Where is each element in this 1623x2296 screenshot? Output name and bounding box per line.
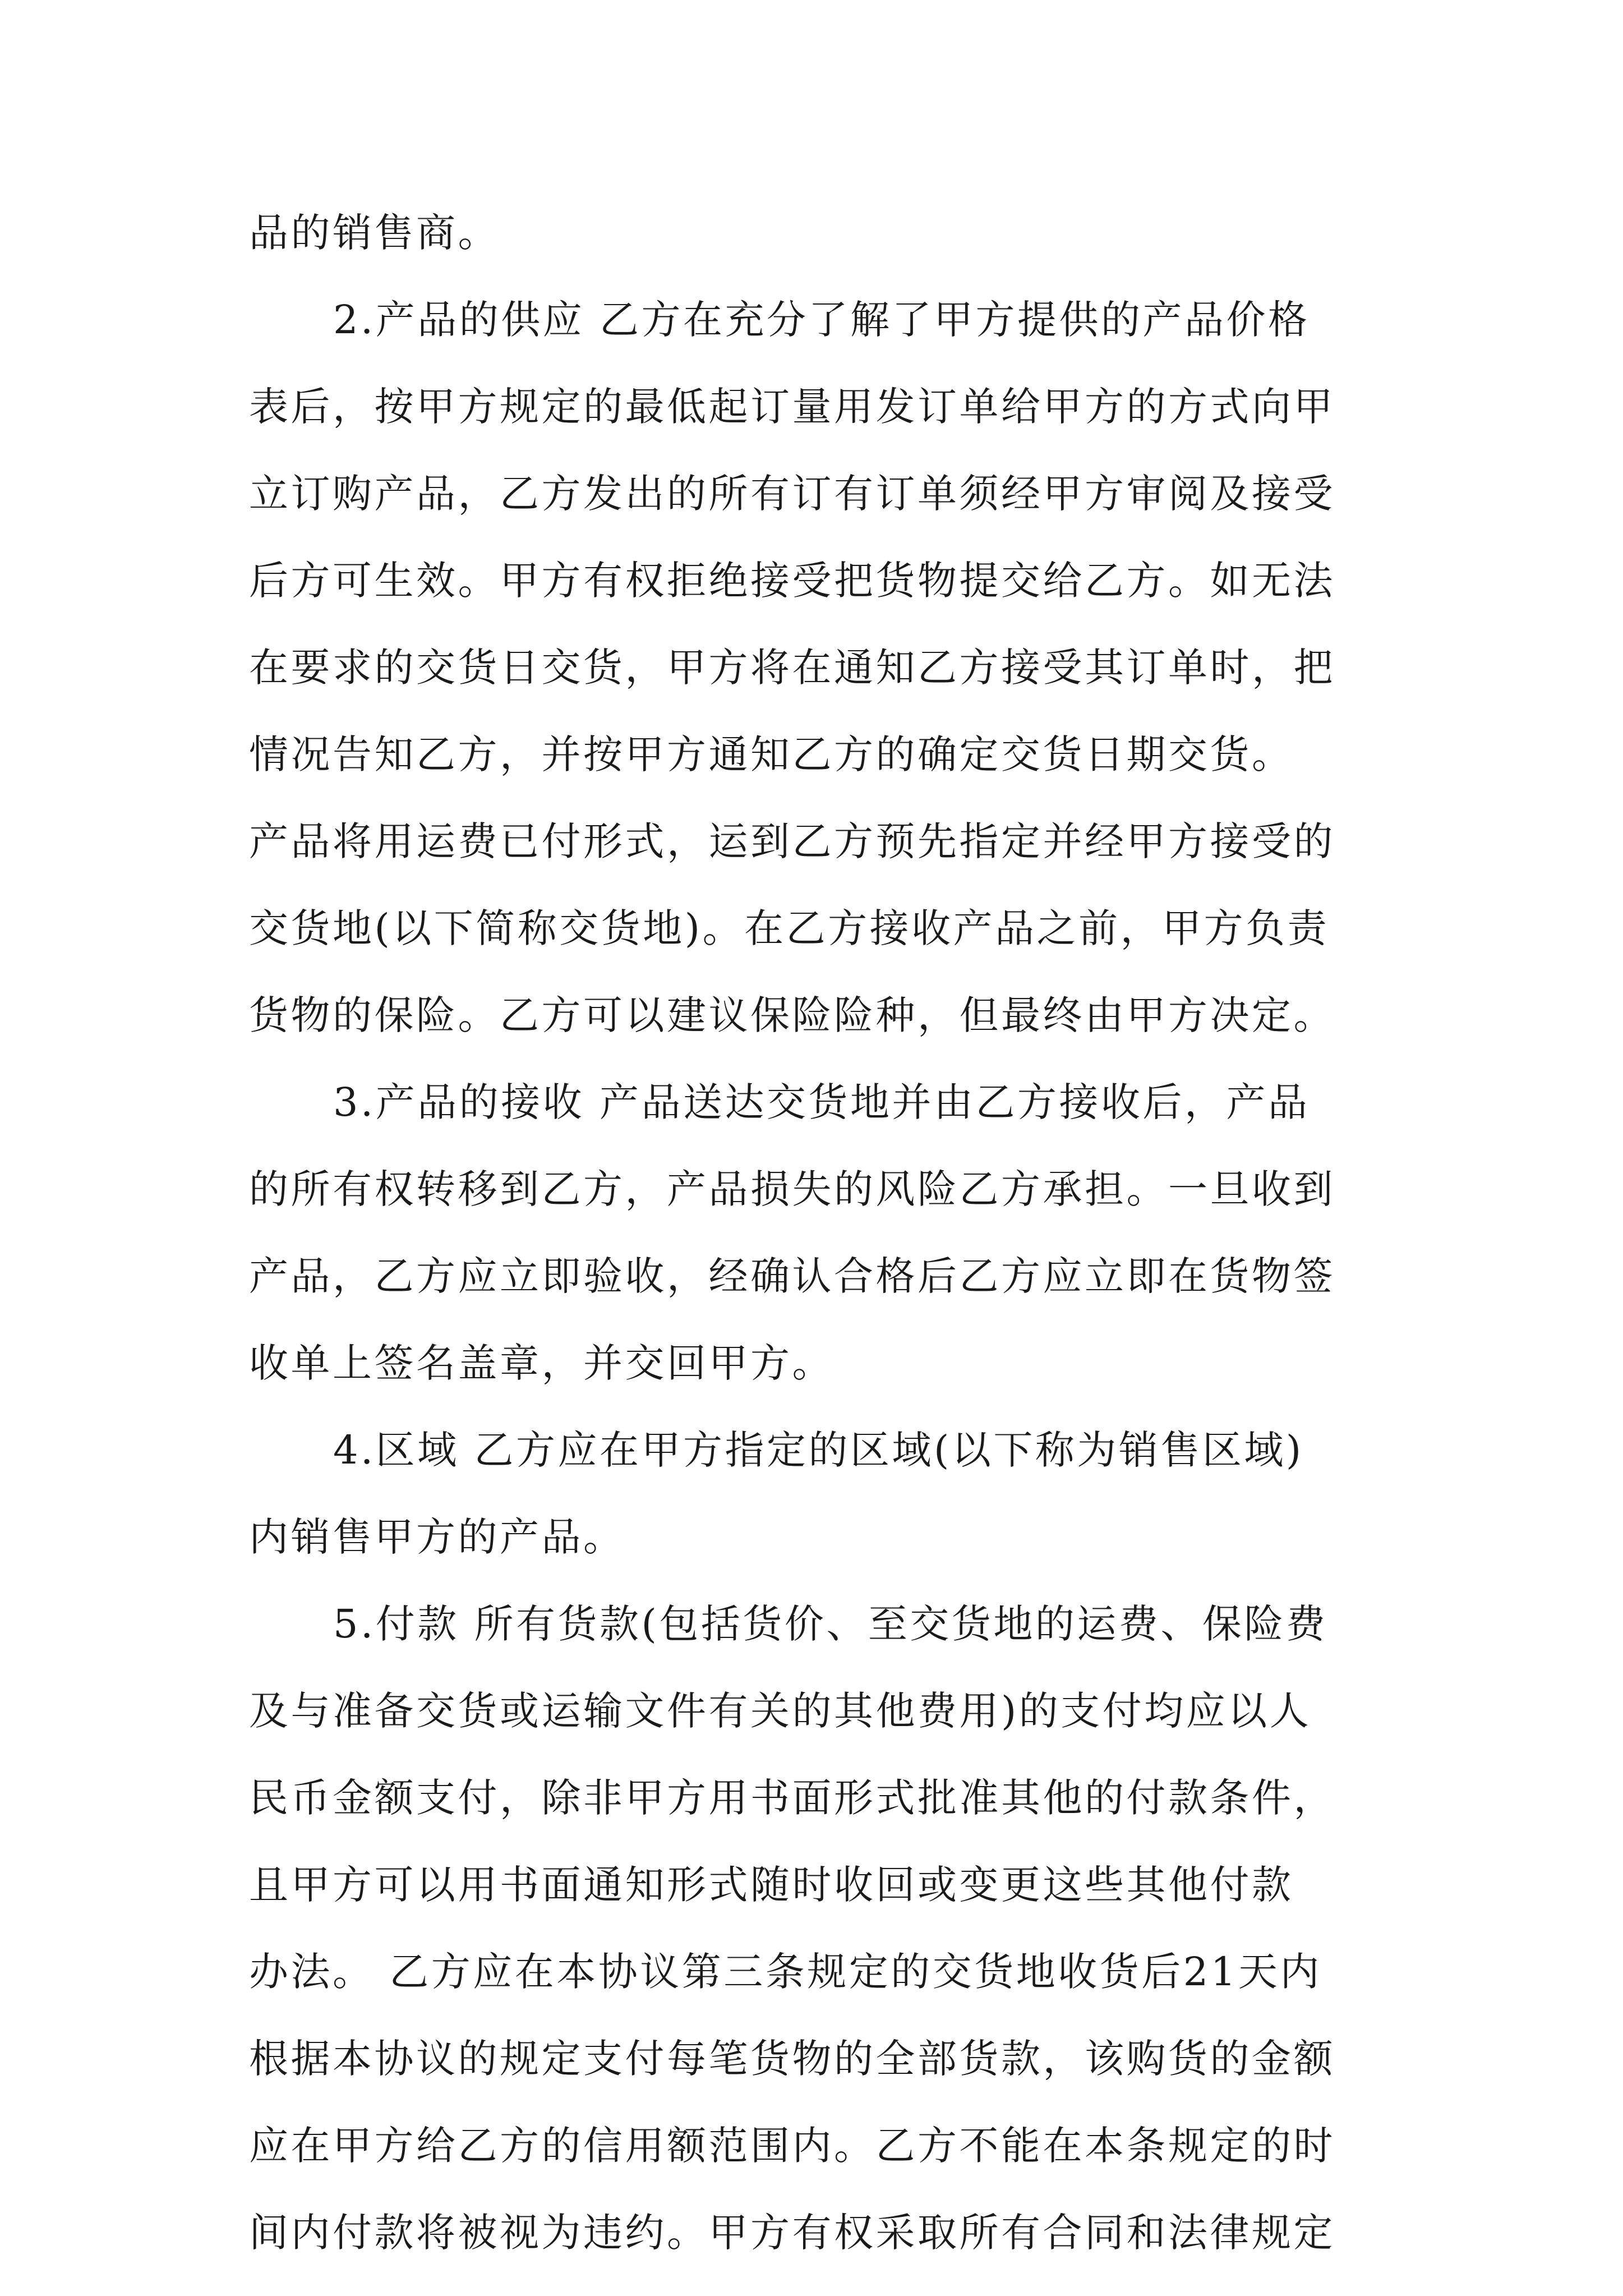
- text-line: 货物的保险。乙方可以建议保险险种，但最终由甲方决定。: [249, 992, 1335, 1038]
- text-line: 收单上签名盖章，并交回甲方。: [249, 1340, 834, 1386]
- text-line: 表后，按甲方规定的最低起订量用发订单给甲方的方式向甲: [249, 384, 1335, 430]
- text-line: 根据本协议的规定支付每笔货物的全部货款，该购货的金额: [249, 2036, 1335, 2082]
- text-line: 内销售甲方的产品。: [249, 1514, 625, 1560]
- text-line: 立订购产品，乙方发出的所有订有订单须经甲方审阅及接受: [249, 471, 1335, 517]
- text-line: 2.产品的供应 乙方在充分了解了甲方提供的产品价格: [333, 297, 1310, 343]
- text-line: 应在甲方给乙方的信用额范围内。乙方不能在本条规定的时: [249, 2123, 1335, 2169]
- text-line: 且甲方可以用书面通知形式随时收回或变更这些其他付款: [249, 1862, 1294, 1908]
- text-line: 办法。 乙方应在本协议第三条规定的交货地收货后21天内: [249, 1949, 1322, 1995]
- text-line: 情况告知乙方，并按甲方通知乙方的确定交货日期交货。: [249, 731, 1294, 777]
- text-line: 及与准备交货或运输文件有关的其他费用)的支付均应以人: [249, 1688, 1312, 1734]
- text-line: 4.区域 乙方应在甲方指定的区域(以下称为销售区域): [333, 1427, 1304, 1473]
- text-line: 3.产品的接收 产品送达交货地并由乙方接收后，产品: [333, 1079, 1310, 1125]
- text-line: 产品，乙方应立即验收，经确认合格后乙方应立即在货物签: [249, 1253, 1335, 1299]
- text-line: 品的销售商。: [249, 210, 500, 256]
- text-line: 交货地(以下简称交货地)。在乙方接收产品之前，甲方负责: [249, 905, 1330, 951]
- text-line: 间内付款将被视为违约。甲方有权采取所有合同和法律规定: [249, 2210, 1335, 2256]
- text-line: 在要求的交货日交货，甲方将在通知乙方接受其订单时，把: [249, 645, 1335, 691]
- text-line: 5.付款 所有货款(包括货价、至交货地的运费、保险费: [333, 1601, 1328, 1647]
- text-line: 产品将用运费已付形式，运到乙方预先指定并经甲方接受的: [249, 818, 1335, 864]
- text-line: 民币金额支付，除非甲方用书面形式批准其他的付款条件，: [249, 1775, 1335, 1821]
- text-line: 的所有权转移到乙方，产品损失的风险乙方承担。一旦收到: [249, 1166, 1335, 1212]
- text-line: 后方可生效。甲方有权拒绝接受把货物提交给乙方。如无法: [249, 558, 1335, 604]
